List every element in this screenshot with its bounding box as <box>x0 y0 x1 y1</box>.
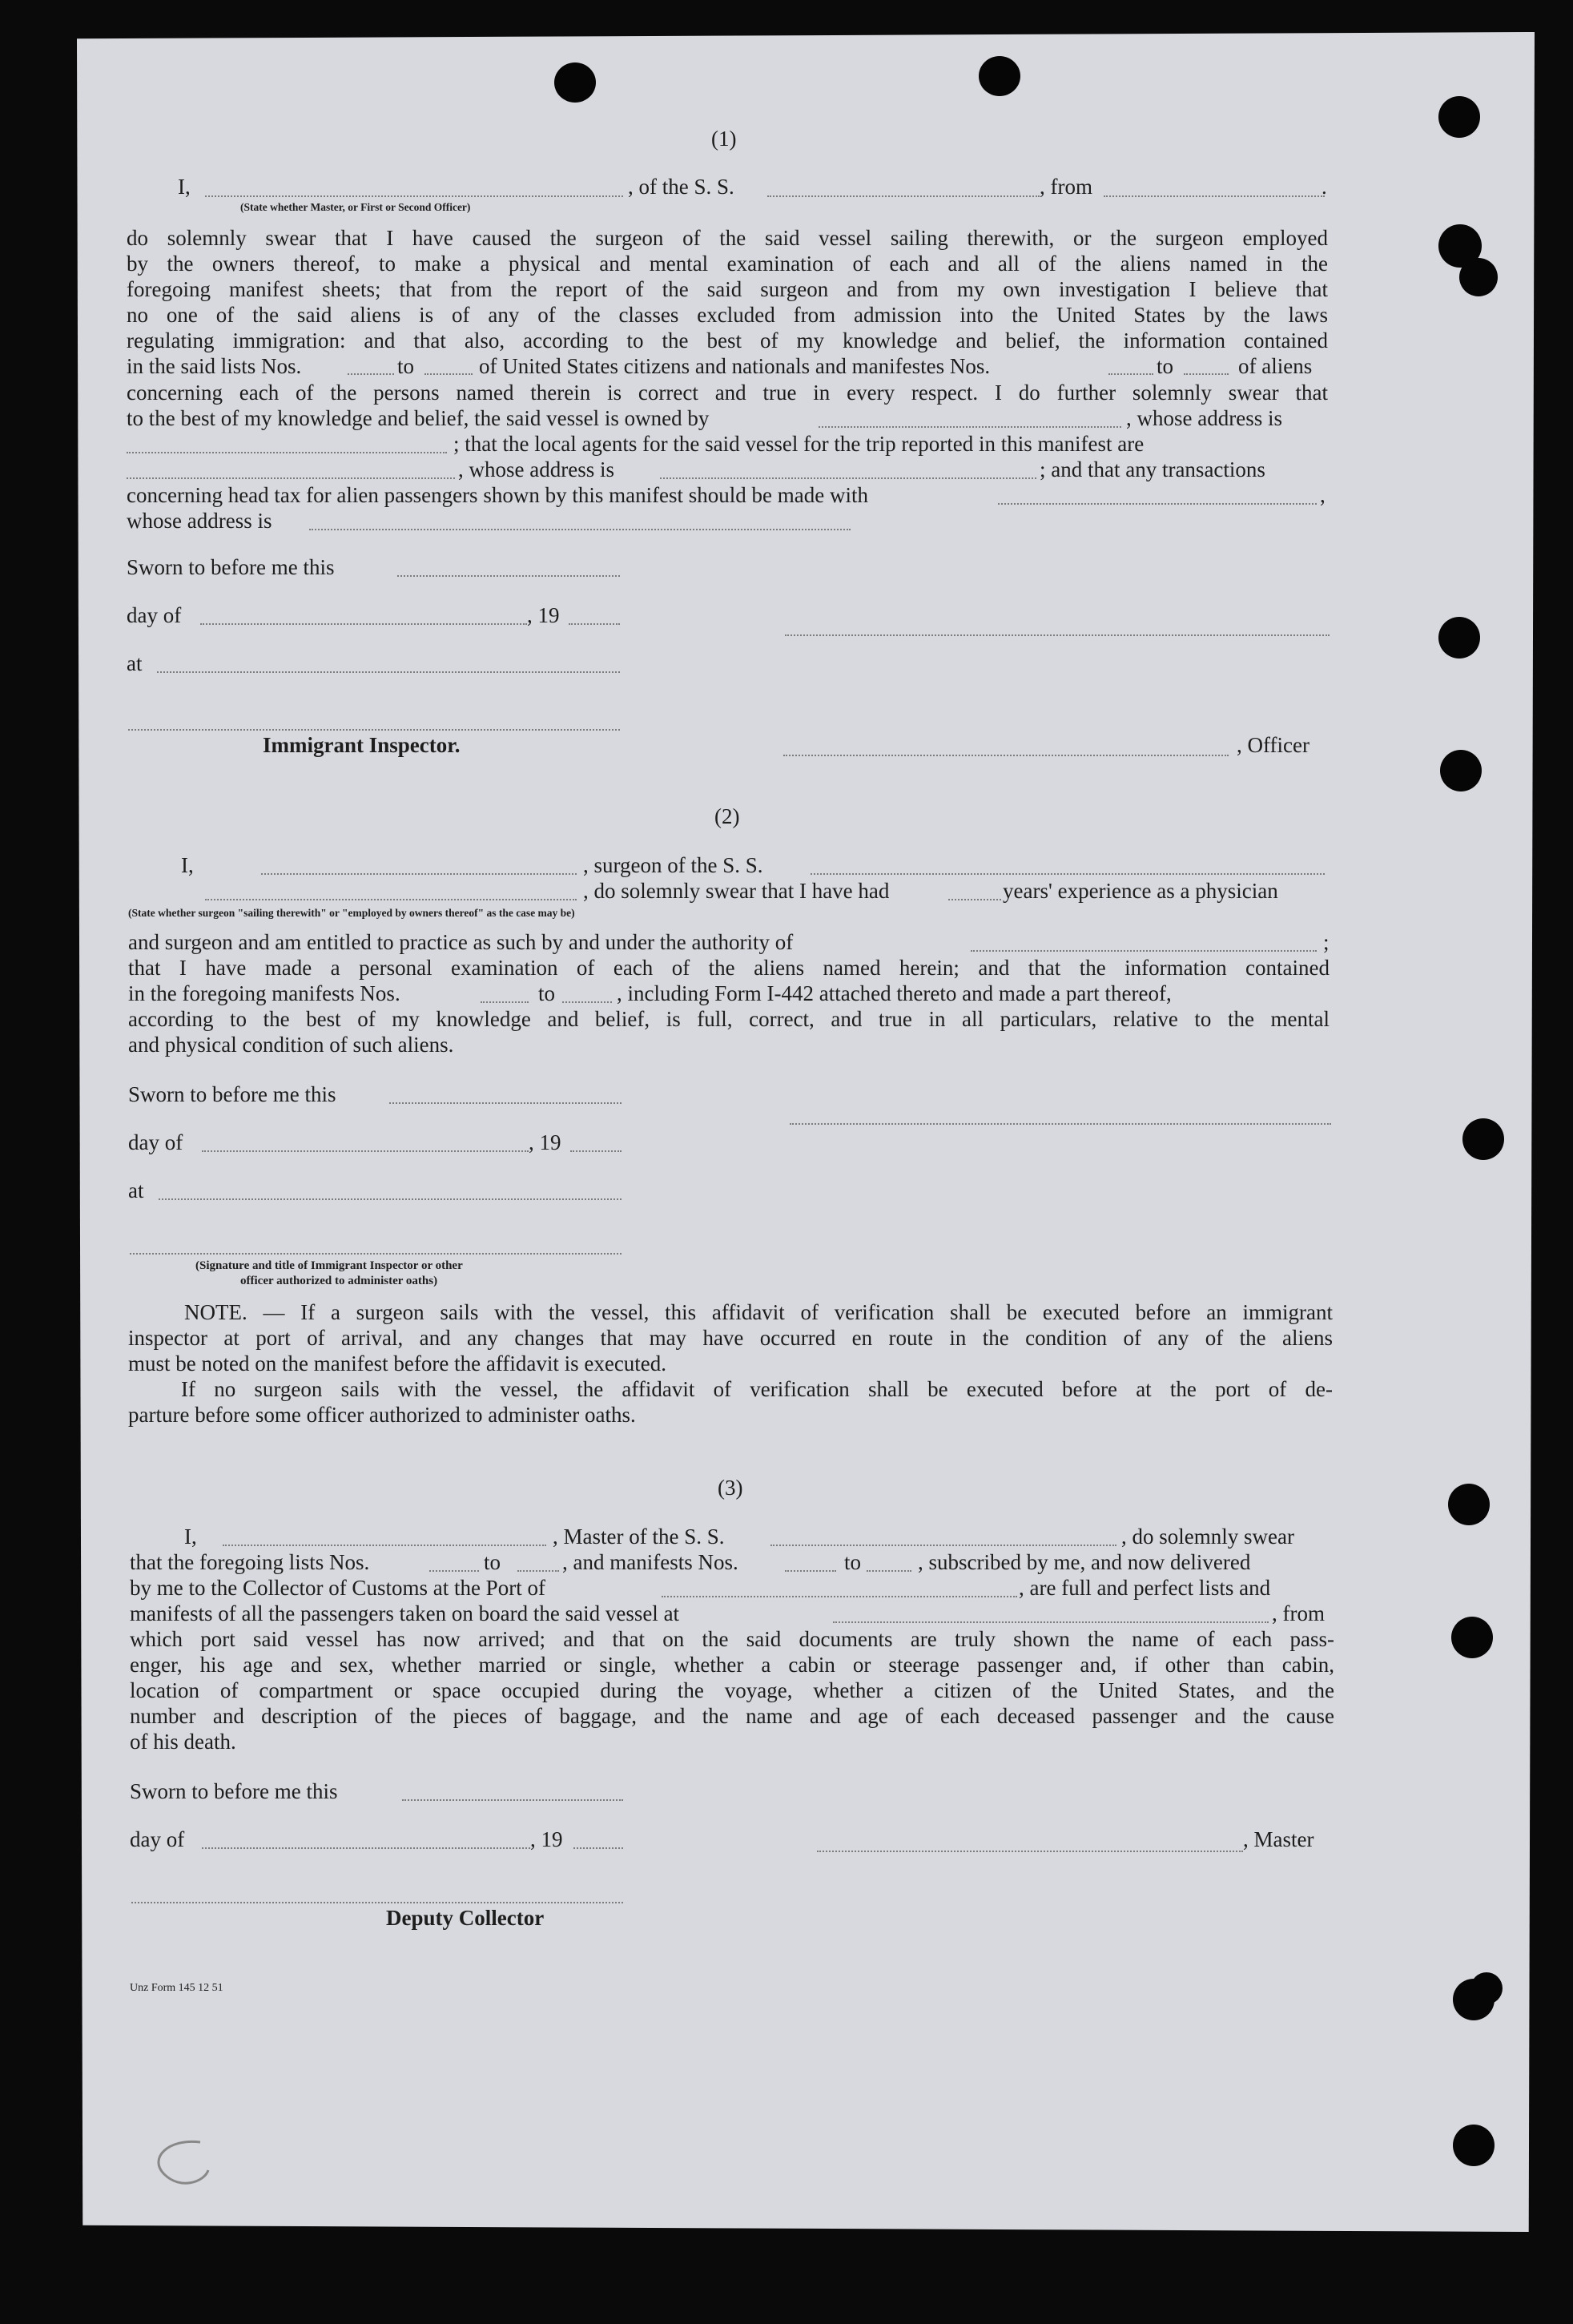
pencil-mark <box>144 2134 224 2198</box>
s1-at-label: at <box>127 651 143 675</box>
s3-subscribed-label: , subscribed by me, and now delivered <box>918 1550 1251 1574</box>
s1-agents-label: ; that the local agents for the said vessel for the trip reported in this manifest are <box>453 432 1145 456</box>
s3-year-field[interactable] <box>573 1847 623 1849</box>
s2-note-line: must be noted on the manifest before the affidavit is executed. <box>128 1351 667 1375</box>
s3-paragraph-line: location of compartment or space occupied during the voyage, whether a citizen of the United States, and the <box>130 1678 1334 1702</box>
section-2-number: (2) <box>714 804 740 828</box>
s3-year-label: , 19 <box>530 1827 563 1851</box>
s2-years-label: years' experience as a physician <box>1003 879 1278 903</box>
s2-surgeon-note: (State whether surgeon "sailing therewith" or "employed by owners thereof" as the case may be) <box>128 907 575 919</box>
punch-hole <box>1438 617 1480 659</box>
s2-manifests-from-field[interactable] <box>481 1001 529 1003</box>
s2-signature-field[interactable] <box>790 1123 1331 1125</box>
s3-lists-to-label: to <box>484 1550 501 1574</box>
s1-lists-to-field[interactable] <box>424 373 473 375</box>
s2-sworn-label: Sworn to before me this <box>128 1082 336 1106</box>
s3-collector-signature-field[interactable] <box>131 1902 623 1903</box>
s2-years-field[interactable] <box>948 899 1001 900</box>
s3-lists-label: that the foregoing lists Nos. <box>130 1550 370 1574</box>
s3-manifests-to-field[interactable] <box>867 1570 911 1572</box>
s3-paragraph-line: enger, his age and sex, whether married or single, whether a cabin or steerage passenger and, if other than cabin, <box>130 1653 1334 1677</box>
punch-hole <box>1459 258 1498 296</box>
s3-deputy-label: Deputy Collector <box>386 1906 545 1930</box>
s1-from-field[interactable] <box>1104 195 1325 197</box>
s3-manifests-to-label: to <box>844 1550 862 1574</box>
s1-inspector-label: Immigrant Inspector. <box>263 733 461 757</box>
s1-officer-signature-field[interactable] <box>783 755 1229 756</box>
s1-signature-field[interactable] <box>785 634 1330 636</box>
s3-sworn-day-field[interactable] <box>402 1799 623 1801</box>
s2-manifests-to-field[interactable] <box>562 1001 612 1003</box>
s3-master-name-field[interactable] <box>223 1545 546 1546</box>
s3-day-of-label: day of <box>130 1827 185 1851</box>
punch-hole <box>1453 2125 1495 2166</box>
s1-day-of-label: day of <box>127 603 182 627</box>
s2-note-line: NOTE. — If a surgeon sails with the vessel, this affidavit of verification shall be executed before an immigrant <box>184 1300 1333 1324</box>
form-id: Unz Form 145 12 51 <box>130 1982 223 1994</box>
s1-officer-label: , Officer <box>1237 733 1309 757</box>
s1-aliens-label: of aliens <box>1238 354 1313 378</box>
s1-sworn-label: Sworn to before me this <box>127 555 335 579</box>
s2-at-field[interactable] <box>159 1198 622 1200</box>
s3-swear-label: , do solemnly swear <box>1121 1524 1294 1549</box>
s1-whose-address-label: whose address is <box>127 509 272 533</box>
s2-authority-semicolon: ; <box>1323 930 1330 954</box>
s3-perfect-lists-label: , are full and perfect lists and <box>1019 1576 1271 1600</box>
s2-paragraph-line: and physical condition of such aliens. <box>128 1033 454 1057</box>
s1-owner-field[interactable] <box>819 426 1121 428</box>
s3-i-label: I, <box>184 1524 197 1549</box>
s1-headtax-field[interactable] <box>998 503 1317 505</box>
s2-note-line: inspector at port of arrival, and any changes that may have occurred en route in the condition of any of the aliens <box>128 1326 1333 1350</box>
s1-lists-to-label: to <box>397 354 415 378</box>
s2-surgeon-of-label: , surgeon of the S. S. <box>583 853 763 877</box>
s2-paragraph-line: according to the best of my knowledge and belief, is full, correct, and true in all particulars, relative to the mental <box>128 1007 1330 1031</box>
s2-manifests-to-label: to <box>538 981 556 1005</box>
s2-manifests-label: in the foregoing manifests Nos. <box>128 981 400 1005</box>
s1-agent-address-label: , whose address is <box>458 457 614 481</box>
s3-embark-port-field[interactable] <box>833 1621 1269 1623</box>
s1-sworn-day-field[interactable] <box>397 575 620 577</box>
s2-i-label: I, <box>181 853 194 877</box>
s1-headtax-comma: , <box>1320 483 1326 507</box>
s1-officer-field[interactable] <box>205 195 623 197</box>
s1-headtax-label: concerning head tax for alien passengers shown by this manifest should be made with <box>127 483 869 507</box>
s1-paragraph-line: by the owners thereof, to make a physical and mental examination of each and all of the aliens named in the <box>127 252 1328 276</box>
s1-paragraph-line: no one of the said aliens is of any of the classes excluded from admission into the United States by the laws <box>127 303 1328 327</box>
s3-port-field[interactable] <box>662 1596 1017 1597</box>
s3-paragraph-line: of his death. <box>130 1730 236 1754</box>
punch-hole <box>979 56 1020 96</box>
s2-ship-name-field[interactable] <box>811 873 1325 875</box>
s3-manifests-label: , and manifests Nos. <box>562 1550 738 1574</box>
s3-manifests-from-field[interactable] <box>785 1570 836 1572</box>
s1-manifests-from-field[interactable] <box>1108 373 1153 375</box>
s1-at-field[interactable] <box>157 671 620 673</box>
s1-paragraph-line: regulating immigration: and that also, according to the best of my knowledge and belief, the information contained <box>127 328 1328 352</box>
s1-owned-label: to the best of my knowledge and belief, the said vessel is owned by <box>127 406 710 430</box>
s2-surgeon-name-field[interactable] <box>261 873 577 875</box>
s1-inspector-signature-field[interactable] <box>128 729 620 731</box>
s3-ship-name-field[interactable] <box>770 1545 1116 1546</box>
s3-collector-label: by me to the Collector of Customs at the Port of <box>130 1576 545 1600</box>
s2-authority-field[interactable] <box>971 950 1317 952</box>
s1-paragraph-line: foregoing manifest sheets; that from the report of the said surgeon and from my own investigation I believe that <box>127 277 1328 301</box>
punch-hole <box>1438 96 1480 138</box>
s3-lists-from-field[interactable] <box>429 1570 479 1572</box>
s3-paragraph-line: number and description of the pieces of baggage, and the name and age of each deceased passenger and the cause <box>130 1704 1334 1728</box>
s1-lists-from-field[interactable] <box>348 373 394 375</box>
s3-month-field[interactable] <box>202 1847 530 1849</box>
s3-master-of-label: , Master of the S. S. <box>553 1524 725 1549</box>
s2-note-line: parture before some officer authorized to administer oaths. <box>128 1403 636 1427</box>
section-3-number: (3) <box>718 1476 743 1500</box>
s1-agents-field[interactable] <box>127 477 455 479</box>
s2-swear-label: , do solemnly swear that I have had <box>583 879 890 903</box>
s2-at-label: at <box>128 1178 144 1202</box>
s1-owner-address-label: , whose address is <box>1126 406 1282 430</box>
s2-signature-note: officer authorized to administer oaths) <box>240 1275 438 1287</box>
punch-hole <box>1470 1972 1503 2004</box>
s3-from-label: , from <box>1272 1601 1325 1625</box>
s2-day-of-label: day of <box>128 1130 183 1154</box>
s2-month-field[interactable] <box>202 1150 529 1152</box>
s2-signature-note: (Signature and title of Immigrant Inspector or other <box>195 1259 463 1272</box>
s3-sworn-label: Sworn to before me this <box>130 1779 338 1803</box>
s1-transactions-label: ; and that any transactions <box>1040 457 1265 481</box>
s1-citizens-label: of United States citizens and nationals and manifestes Nos. <box>479 354 991 378</box>
s2-including-label: , including Form I-442 attached thereto and made a part thereof, <box>617 981 1172 1005</box>
s1-agent-address-field[interactable] <box>660 477 1036 479</box>
s1-master-note: (State whether Master, or First or Second Officer) <box>240 201 471 213</box>
s2-year-field[interactable] <box>570 1150 622 1152</box>
s3-paragraph-line: which port said vessel has now arrived; and that on the said documents are truly shown the name of each pass- <box>130 1627 1334 1651</box>
s2-note-line: If no surgeon sails with the vessel, the affidavit of verification shall be executed before at the port of de- <box>181 1377 1333 1401</box>
s1-year-label: , 19 <box>527 603 560 627</box>
s1-ship-name-field[interactable] <box>767 195 1040 197</box>
punch-hole <box>1448 1484 1490 1525</box>
s1-i-label: I, <box>178 175 191 199</box>
s1-owner-address-field[interactable] <box>127 452 447 453</box>
s3-master-label: , Master <box>1243 1827 1314 1851</box>
s1-month-field[interactable] <box>200 623 527 625</box>
s2-sworn-day-field[interactable] <box>389 1102 622 1104</box>
punch-hole <box>1440 750 1482 791</box>
s1-of-ss-label: , of the S. S. <box>628 175 734 199</box>
s3-lists-to-field[interactable] <box>517 1570 559 1572</box>
s1-from-label: , from <box>1040 175 1092 199</box>
punch-hole <box>1462 1118 1504 1160</box>
s1-manifests-to-label: to <box>1157 354 1174 378</box>
s1-paragraph-line: do solemnly swear that I have caused the surgeon of the said vessel sailing therewith, or the surgeon employed <box>127 226 1328 250</box>
s1-manifests-to-field[interactable] <box>1184 373 1229 375</box>
s2-inspector-signature-field[interactable] <box>130 1253 622 1255</box>
s2-surgeon-type-field[interactable] <box>205 899 577 900</box>
section-1-number: (1) <box>711 127 737 151</box>
s3-taken-label: manifests of all the passengers taken on board the said vessel at <box>130 1601 680 1625</box>
punch-hole <box>554 62 596 103</box>
s2-authority-label: and surgeon and am entitled to practice as such by and under the authority of <box>128 930 794 954</box>
s1-year-field[interactable] <box>569 623 620 625</box>
s1-headtax-address-field[interactable] <box>309 529 851 530</box>
s1-concerning-line: concerning each of the persons named therein is correct and true in every respect. I do further solemnly swear that <box>127 381 1328 405</box>
s1-line-end: . <box>1322 175 1327 199</box>
s3-master-signature-field[interactable] <box>817 1851 1243 1852</box>
s1-lists-label: in the said lists Nos. <box>127 354 302 378</box>
s2-examined-line: that I have made a personal examination of each of the aliens named herein; and that the information contained <box>128 956 1330 980</box>
punch-hole <box>1451 1617 1493 1658</box>
s2-year-label: , 19 <box>529 1130 561 1154</box>
